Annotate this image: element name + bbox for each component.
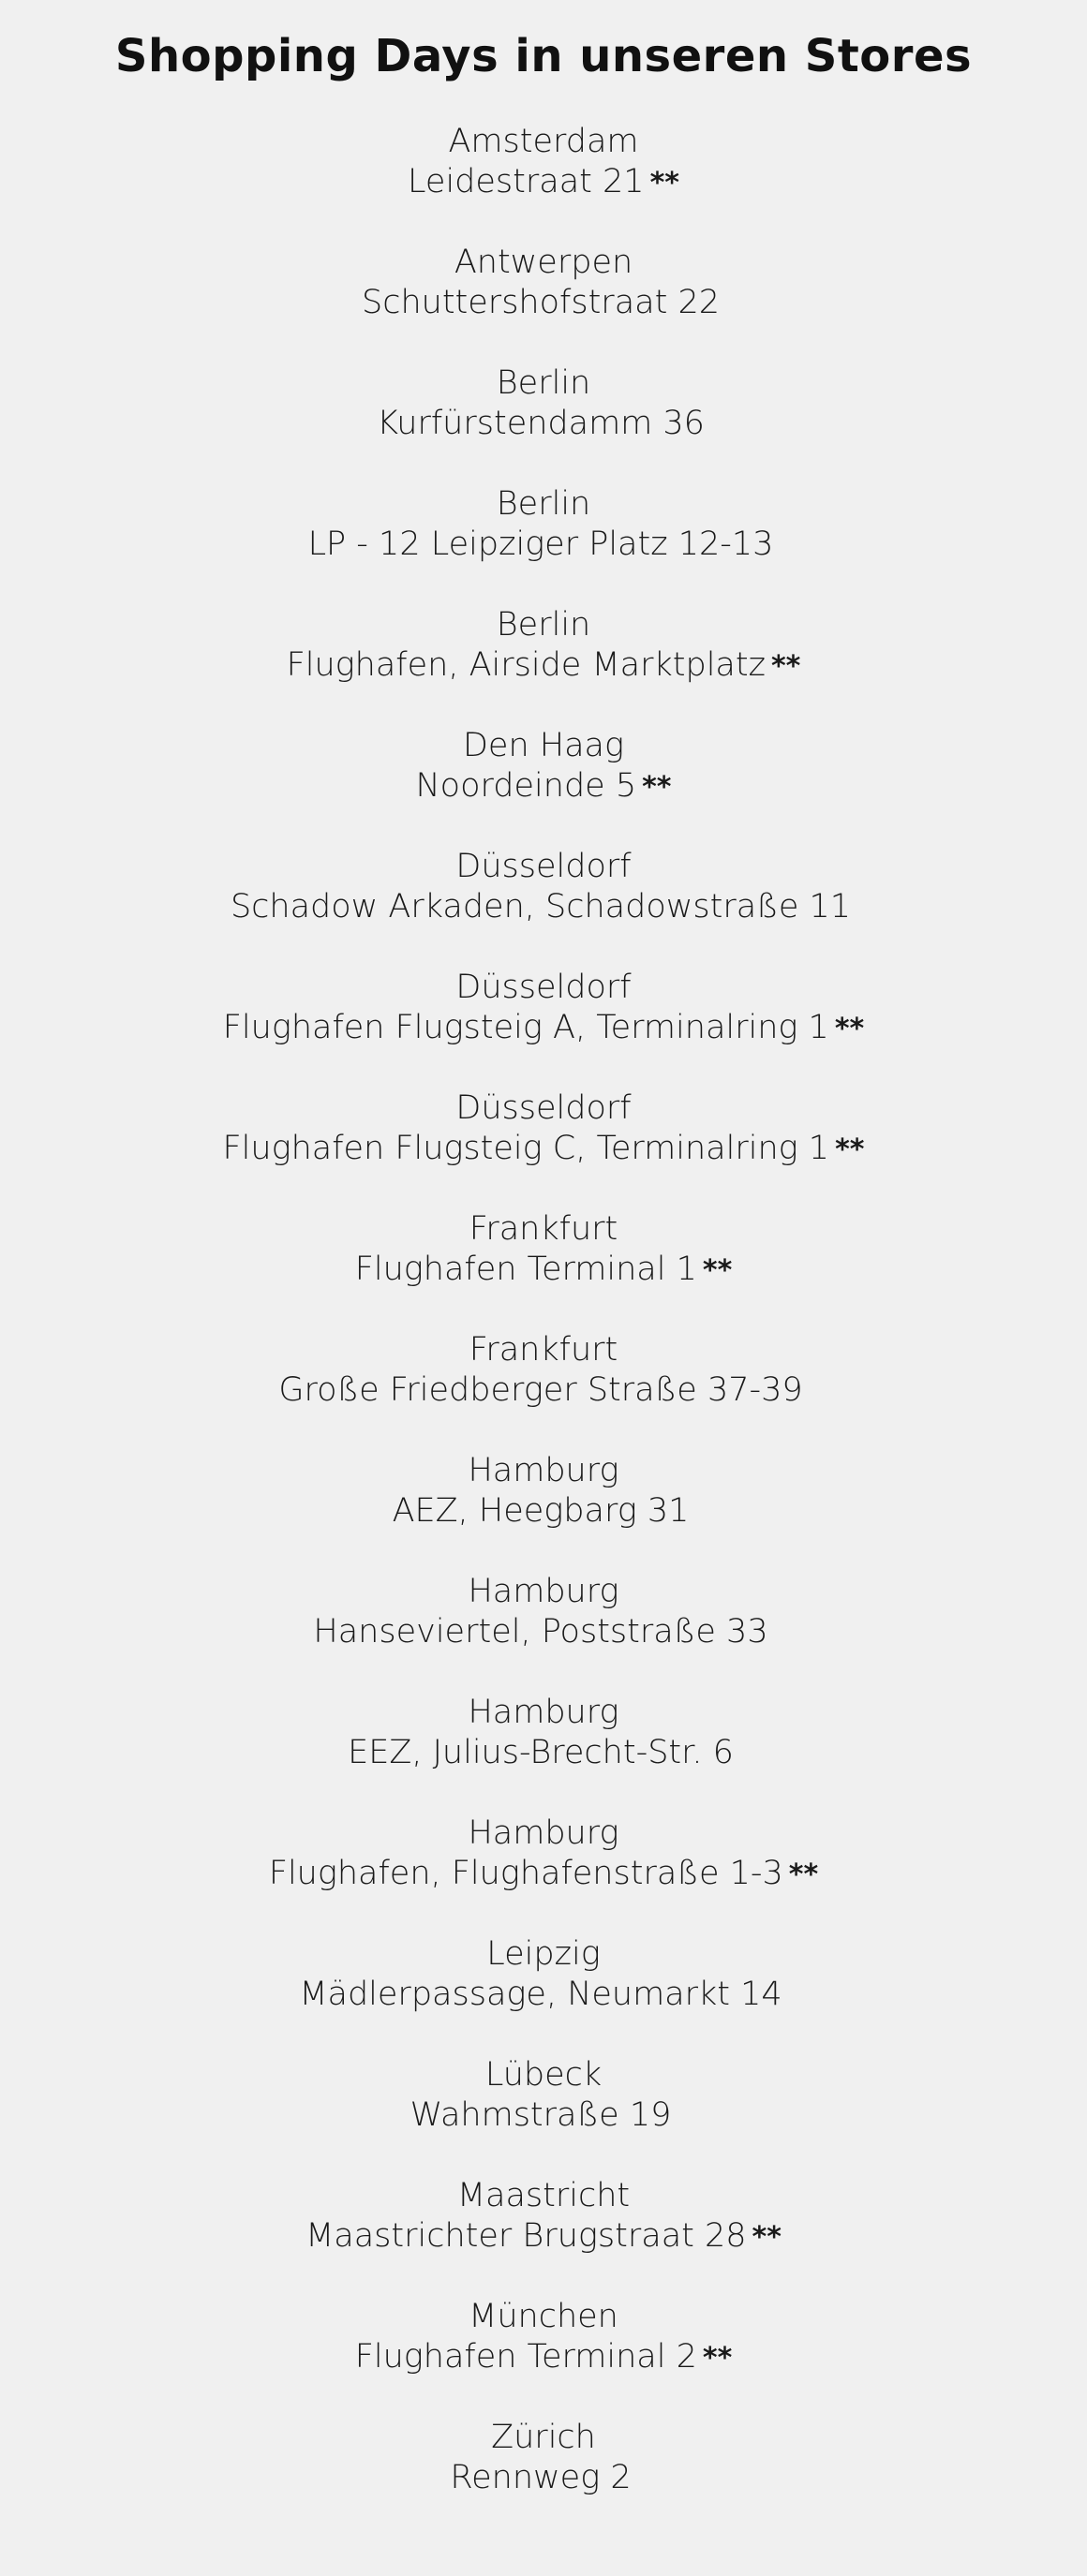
store-address: Noordeinde 5: [415, 767, 637, 805]
store-address: Schadow Arkaden, Schadowstraße 11: [230, 888, 852, 925]
store-address-line: [0, 1733, 1087, 1774]
store-address-line: [0, 283, 1087, 324]
store-city: Frankfurt: [469, 1210, 618, 1248]
page-title: Shopping Days in unseren Stores: [114, 30, 973, 82]
store-city: Lübeck: [484, 2056, 603, 2094]
store-footnote-mark: **: [642, 771, 672, 804]
store-item: [0, 1330, 1087, 1451]
store-city: Düsseldorf: [455, 848, 632, 885]
store-city: Hamburg: [468, 1452, 619, 1489]
store-address-line: [0, 1491, 1087, 1532]
store-item: [0, 484, 1087, 605]
store-list: [0, 84, 1087, 2539]
store-footnote-mark: **: [649, 167, 679, 200]
store-address: Schuttershofstraat 22: [362, 284, 720, 321]
store-city: Berlin: [496, 606, 591, 644]
store-footnote-mark: **: [752, 2221, 782, 2254]
store-item: [0, 2297, 1087, 2418]
store-item: [0, 968, 1087, 1088]
store-address-line: [0, 1129, 1087, 1170]
store-address: Wahmstraße 19: [409, 2096, 672, 2134]
store-city: Düsseldorf: [455, 969, 632, 1006]
store-address-line: [0, 1854, 1087, 1895]
store-address-line: [0, 645, 1087, 687]
store-city: Hamburg: [468, 1694, 619, 1731]
store-city: Maastricht: [456, 2177, 631, 2214]
store-item: [0, 1693, 1087, 1814]
store-address: Flughafen Terminal 2: [354, 2338, 697, 2376]
store-item: [0, 1572, 1087, 1693]
store-address: Maastrichter Brugstraat 28: [305, 2217, 747, 2255]
store-address: Hanseviertel, Poststraße 33: [313, 1613, 768, 1651]
store-address-line: [0, 404, 1087, 445]
store-city: Leipzig: [486, 1935, 601, 1973]
store-address-line: [0, 2216, 1087, 2258]
store-city: Hamburg: [468, 1573, 619, 1610]
store-item: [0, 1814, 1087, 1934]
store-item: [0, 363, 1087, 484]
store-footnote-mark: **: [835, 1133, 865, 1166]
store-item: [0, 1934, 1087, 2055]
store-address-line: [0, 1370, 1087, 1412]
store-footnote-mark: **: [702, 1254, 733, 1287]
store-address: Flughafen, Airside Marktplatz: [286, 646, 766, 684]
store-address: AEZ, Heegbarg 31: [392, 1492, 690, 1530]
store-item: [0, 122, 1087, 243]
store-item: [0, 2176, 1087, 2297]
store-footnote-mark: **: [834, 1013, 865, 1045]
store-address-line: [0, 887, 1087, 928]
store-city: Frankfurt: [469, 1331, 618, 1369]
store-city: Zürich: [491, 2419, 596, 2456]
store-address-line: [0, 2458, 1087, 2499]
store-address-line: [0, 1250, 1087, 1291]
store-address: Flughafen, Flughafenstraße 1-3: [268, 1855, 783, 1892]
store-city: Berlin: [496, 485, 591, 523]
store-address-line: [0, 2095, 1087, 2137]
store-item: [0, 726, 1087, 847]
store-item: [0, 2055, 1087, 2176]
store-city: Den Haag: [462, 727, 624, 764]
store-footnote-mark: **: [788, 1858, 819, 1891]
store-item: [0, 1209, 1087, 1330]
store-address-line: [0, 1975, 1087, 2016]
store-item: [0, 1451, 1087, 1572]
store-address: Flughafen Flugsteig C, Terminalring 1: [222, 1130, 830, 1167]
store-address: LP - 12 Leipziger Platz 12-13: [307, 526, 774, 563]
store-item: [0, 605, 1087, 726]
store-address-line: [0, 1612, 1087, 1653]
store-address: EEZ, Julius-Brecht-Str. 6: [348, 1734, 734, 1771]
store-item: [0, 243, 1087, 363]
store-address-line: [0, 2337, 1087, 2378]
store-item: [0, 1088, 1087, 1209]
store-address: Mädlerpassage, Neumarkt 14: [299, 1976, 782, 2013]
store-city: Berlin: [496, 364, 591, 402]
store-address: Leidestraat 21: [408, 163, 645, 200]
store-address: Kurfürstendamm 36: [377, 405, 705, 442]
store-address: Flughafen Flugsteig A, Terminalring 1: [222, 1009, 829, 1046]
store-city: Düsseldorf: [455, 1089, 632, 1127]
store-address: Rennweg 2: [450, 2459, 632, 2496]
store-address: Flughafen Terminal 1: [354, 1251, 697, 1288]
store-footnote-mark: **: [702, 2342, 733, 2375]
store-address-line: [0, 525, 1087, 566]
store-city: Hamburg: [468, 1814, 619, 1852]
store-address-line: [0, 1008, 1087, 1049]
store-footnote-mark: **: [770, 650, 801, 683]
store-city: München: [469, 2298, 618, 2335]
store-city: Antwerpen: [454, 244, 633, 281]
store-item: [0, 847, 1087, 968]
store-address: Große Friedberger Straße 37-39: [278, 1371, 803, 1409]
store-city: Amsterdam: [448, 123, 639, 160]
store-address-line: [0, 162, 1087, 203]
store-address-line: [0, 766, 1087, 807]
store-item: [0, 2418, 1087, 2539]
